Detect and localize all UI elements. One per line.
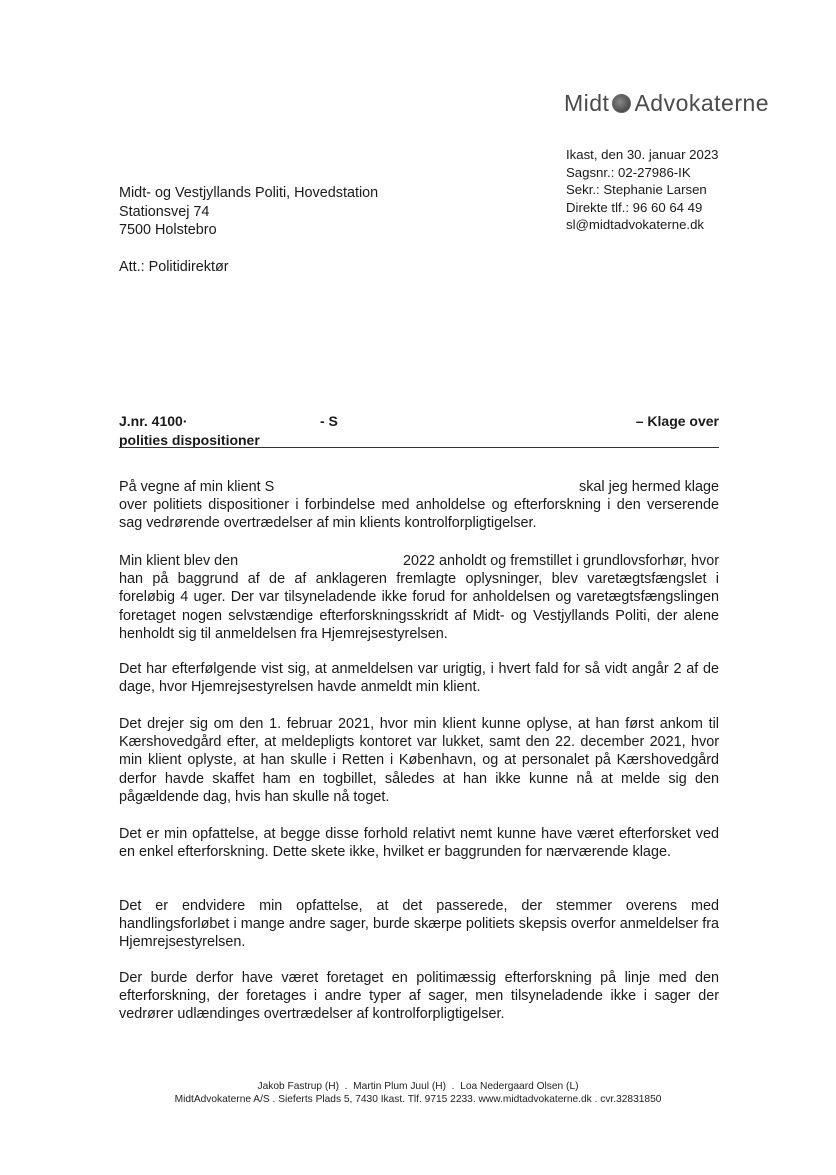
meta-email: sl@midtadvokaterne.dk [566, 217, 704, 233]
paragraph-5 [119, 825, 719, 861]
paragraph-1-end: skal jeg hermed klage [579, 479, 719, 495]
paragraph-6 [119, 897, 719, 952]
recipient-city: 7500 Holstebro [119, 222, 217, 239]
letter-footer [0, 1080, 836, 1106]
paragraph-1-start: På vegne af min klient S [119, 479, 275, 495]
paragraph-2-end: 2022 anholdt og fremstillet i grundlovsforhør, hvor [403, 553, 719, 569]
footer-partners: Jakob Fastrup (H) . Martin Plum Juul (H) . Loa Nedergaard Olsen (L) [257, 1081, 579, 1092]
recipient-address [119, 184, 378, 240]
meta-date: Ikast, den 30. januar 2023 [566, 147, 719, 162]
meta-secretary: Sekr.: Stephanie Larsen [566, 182, 707, 198]
reference-subject-cont: polities dispositioner [119, 432, 260, 448]
paragraph-2-text: han på baggrund af de af anklageren fremlagte oplysninger, blev varetægtsfængslet i foreløbig 4 uger. Der var tilsyneladende ikke forud for anholdelsen og varetægtsfængslingen foretaget nogen selvstændige efterforskningsskridt af Midt- og Vestjyllands Politi, der alene henholdt sig til anmeldelsen fra Hjemrejsestyrelsen. [119, 571, 719, 642]
reference-suffix: - S [320, 413, 338, 429]
paragraph-3 [119, 660, 719, 696]
reference-divider [119, 447, 719, 448]
logo-circle-icon [612, 94, 631, 113]
reference-jnr: J.nr. 4100· [119, 413, 188, 429]
letter-meta [566, 146, 719, 234]
recipient-name: Midt- og Vestjyllands Politi, Hovedstation [119, 185, 379, 201]
logo-text-left: Midt [564, 90, 610, 116]
paragraph-1 [119, 478, 719, 533]
meta-phone: Direkte tlf.: 96 60 64 49 [566, 199, 703, 215]
paragraph-5-text: Det er min opfattelse, at begge disse forhold relativt nemt kunne have været efterforsket ved en enkel efterforskning. Dette skete ikke, hvilket er baggrunden for nærværende klage. [119, 826, 719, 861]
paragraph-4-text: Det drejer sig om den 1. februar 2021, hvor min klient kunne oplyse, at han først ankom til Kærshovedgård efter, at meldepligts kontoret var lukket, samt den 22. december 2021, hvor min klient oplyste, at han skulle i Retten i København, og at personalet på Kærshovedgård derfor havde skaffet ham en togbillet, således at han ikke kunne nå at melde sig den pågældende dag, hvis han skulle nå toget. [119, 716, 719, 805]
paragraph-4 [119, 715, 719, 806]
recipient-street: Stationsvej 74 [119, 203, 210, 220]
meta-case-number: Sagsnr.: 02-27986-IK [566, 164, 691, 180]
paragraph-3-text: Det har efterfølgende vist sig, at anmeldelsen var urigtig, i hvert fald for så vidt angår 2 af de dage, hvor Hjemrejsestyrelsen havde anmeldt min klient. [119, 661, 719, 696]
paragraph-6-text: Det er endvidere min opfattelse, at det passerede, der stemmer overens med handlingsforløbet i mange andre sager, burde skærpe politiets skepsis overfor anmeldelser fra Hjemrejsestyrelsen. [119, 898, 719, 951]
paragraph-1-text: over politiets dispositioner i forbindelse med anholdelse og efterforskning i den verserende sag vedrørende overtrædelser af min klients kontrolforpligtigelser. [119, 497, 719, 532]
paragraph-2-start: Min klient blev den [119, 553, 239, 569]
footer-company-info: MidtAdvokaterne A/S . Sieferts Plads 5, 7430 Ikast. Tlf. 9715 2233. www.midtadvokaterne.dk . cvr.32831850 [174, 1094, 662, 1105]
reference-subject: – Klage over [635, 413, 719, 429]
paragraph-7 [119, 969, 719, 1024]
recipient-att: Att.: Politidirektør [119, 259, 229, 275]
company-logo [564, 90, 769, 117]
paragraph-2 [119, 552, 719, 643]
paragraph-7-text: Der burde derfor have været foretaget en politimæssig efterforskning på linje med den efterforskning, der foretages i andre typer af sager, men tilsyneladende ikke i sager der vedrører udlændinges overtrædelser af kontrolforpligtigelser. [119, 970, 719, 1023]
reference-heading [119, 412, 719, 450]
logo-text-right: Advokaterne [634, 90, 770, 116]
